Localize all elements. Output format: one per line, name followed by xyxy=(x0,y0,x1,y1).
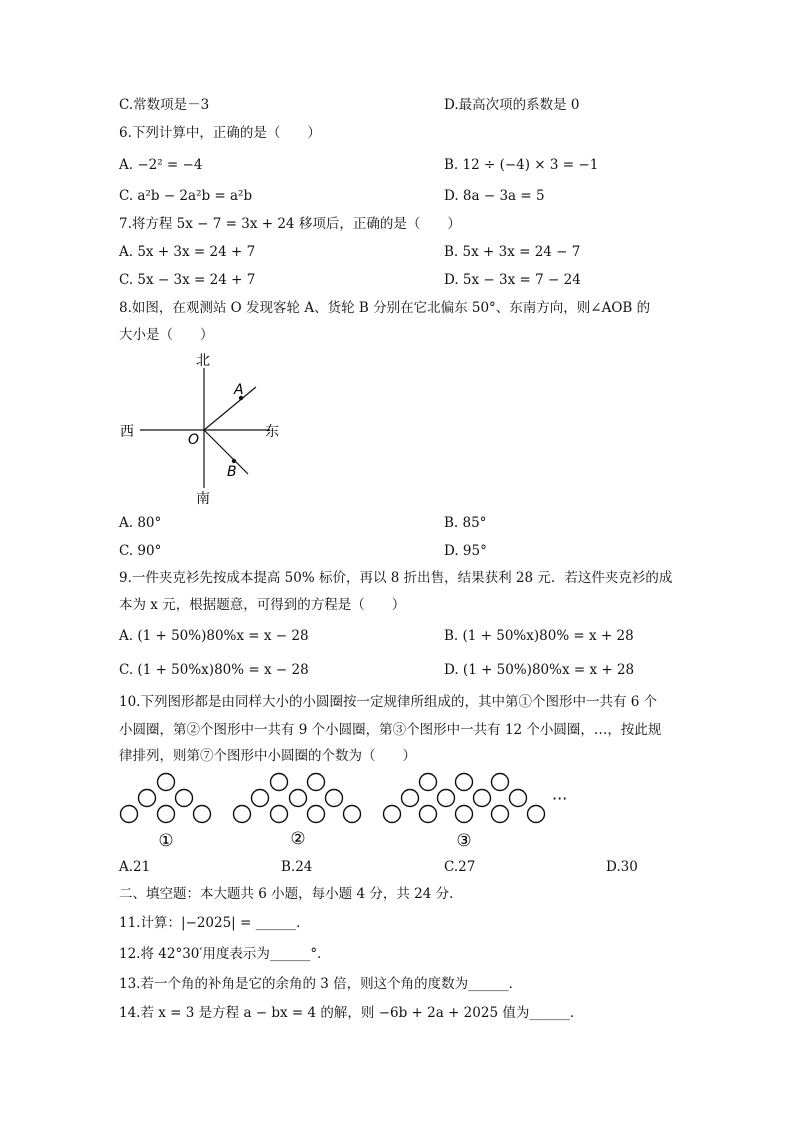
q7-option-c: C. 5x − 3x = 24 + 7 xyxy=(119,272,256,288)
q10-stem-line2: 小圆圈，第②个图形中一共有 9 个小圆圈，第③个图形中一共有 12 个小圆圈，…，按此规 xyxy=(119,722,662,738)
q12: 12.将 42°30′用度表示为______°． xyxy=(119,946,331,962)
q8-option-b: B. 85° xyxy=(444,515,487,531)
q6-option-d: D. 8a − 3a = 5 xyxy=(444,188,545,204)
section-2-heading: 二、填空题：本大题共 6 小题，每小题 4 分，共 24 分. xyxy=(119,886,454,902)
q9-stem-line2: 本为 x 元，根据题意，可得到的方程是（ ） xyxy=(119,597,406,613)
q8-stem-line1: 8.如图，在观测站 O 发现客轮 A、货轮 B 分别在它北偏东 50°、东南方向，则∠AOB 的 xyxy=(119,300,651,316)
q7-option-a: A. 5x + 3x = 24 + 7 xyxy=(119,244,256,260)
compass-figure xyxy=(110,348,310,510)
q9-option-c: C. (1 + 50%x)80% = x − 28 xyxy=(119,662,309,678)
q6-option-c: C. a²b − 2a²b = a²b xyxy=(119,188,253,204)
north-label: 北 xyxy=(196,353,210,369)
q10-stem-line1: 10.下列图形都是由同样大小的小圆圈按一定规律所组成的，其中第①个图形中一共有 6 个 xyxy=(119,694,658,710)
q6-option-b: B. 12 ÷ (−4) × 3 = −1 xyxy=(444,157,599,173)
q7-option-d: D. 5x − 3x = 7 − 24 xyxy=(444,272,581,288)
west-label: 西 xyxy=(120,424,134,440)
point-a-label: A xyxy=(234,382,244,398)
q14: 14.若 x = 3 是方程 a − bx = 4 的解，则 −6b + 2a + 2025 值为______． xyxy=(119,1005,584,1021)
q8-option-c: C. 90° xyxy=(119,543,162,559)
q10-stem-line3: 律排列，则第⑦个图形中小圆圈的个数为（ ） xyxy=(119,748,416,764)
q10-option-d: D.30 xyxy=(606,859,638,875)
q10-option-c: C.27 xyxy=(444,859,476,875)
circle-pattern-figure xyxy=(112,766,592,854)
q10-option-a: A.21 xyxy=(119,859,151,875)
q6-stem: 6.下列计算中，正确的是（ ） xyxy=(119,125,321,141)
figure-1-label: ① xyxy=(158,831,174,851)
q8-option-d: D. 95° xyxy=(444,543,487,559)
q5-option-d: D.最高次项的系数是 0 xyxy=(444,97,580,113)
q9-option-a: A. (1 + 50%)80%x = x − 28 xyxy=(119,628,309,644)
south-label: 南 xyxy=(196,491,210,507)
figure-3-label: ③ xyxy=(456,831,472,851)
q13: 13.若一个角的补角是它的余角的 3 倍，则这个角的度数为______． xyxy=(119,976,523,992)
q9-stem-line1: 9.一件夹克衫先按成本提高 50% 标价，再以 8 折出售，结果获利 28 元．若这件夹克衫的成 xyxy=(119,570,673,586)
q9-option-b: B. (1 + 50%x)80% = x + 28 xyxy=(444,628,634,644)
q7-option-b: B. 5x + 3x = 24 − 7 xyxy=(444,244,581,260)
q10-option-b: B.24 xyxy=(281,859,313,875)
q8-stem-line2: 大小是（ ） xyxy=(119,327,214,343)
q11: 11.计算：|−2025| = ______． xyxy=(119,915,310,931)
east-label: 东 xyxy=(265,424,279,440)
ellipsis: ··· xyxy=(552,789,568,808)
q9-option-d: D. (1 + 50%)80%x = x + 28 xyxy=(444,662,635,678)
q5-option-c: C.常数项是－3 xyxy=(119,97,210,113)
q6-option-a: A. −2² = −4 xyxy=(119,157,203,173)
q8-option-a: A. 80° xyxy=(119,515,162,531)
q7-stem: 7.将方程 5x − 7 = 3x + 24 移项后，正确的是（ ） xyxy=(119,216,461,232)
point-o-label: O xyxy=(188,432,200,448)
point-b-label: B xyxy=(227,464,237,480)
figure-2-label: ② xyxy=(290,829,306,849)
